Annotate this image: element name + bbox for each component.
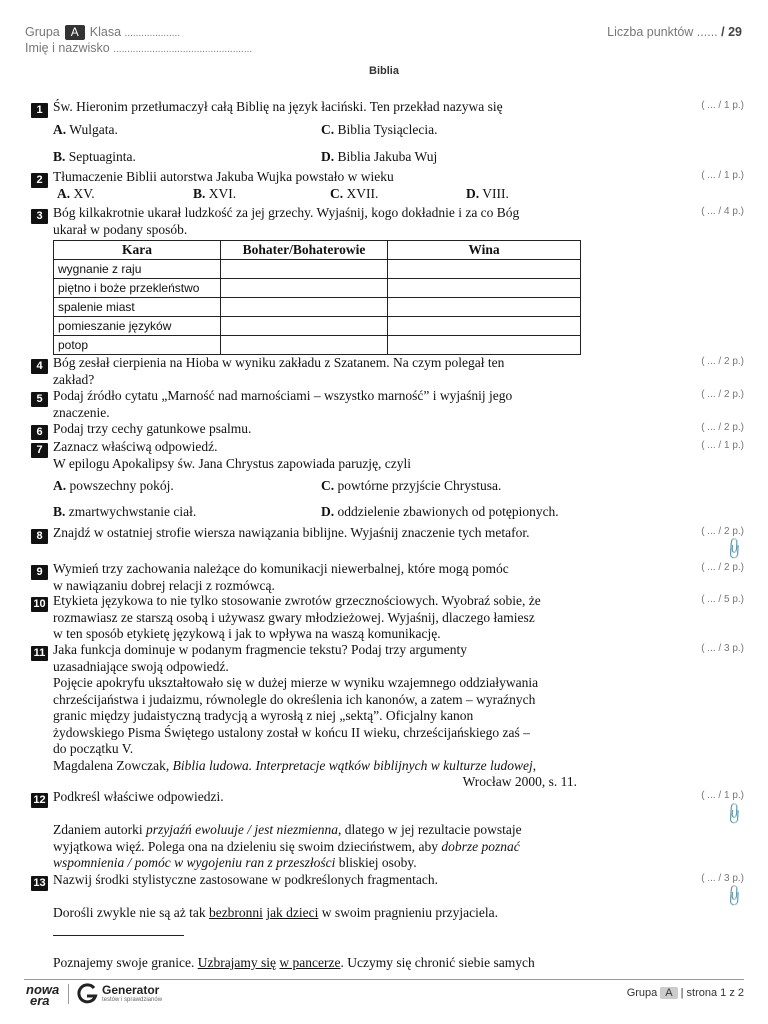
logo-divider (68, 984, 69, 1004)
question-number-6: 6 (31, 425, 48, 440)
choice-text[interactable]: dobrze poznać (441, 838, 520, 854)
question-2-text: Tłumaczenie Biblii autorstwa Jakuba Wujka powstało w wieku (53, 169, 394, 184)
group-line: Grupa A Klasa .................... (25, 25, 181, 39)
group-badge: A (660, 987, 677, 999)
question-1-points: ( ... / 1 p.) (701, 100, 744, 111)
question-10-points: ( ... / 5 p.) (701, 594, 744, 605)
question-11-points: ( ... / 3 p.) (701, 643, 744, 654)
nowa-era-logo: nowa era (26, 982, 60, 1008)
answer-cell[interactable] (388, 317, 581, 336)
q1-option-c[interactable]: C. Biblia Tysiąclecia. (321, 122, 438, 137)
question-8-points: ( ... / 2 p.) (701, 526, 744, 537)
question-7-points: ( ... / 1 p.) (701, 440, 744, 451)
answer-cell[interactable] (388, 279, 581, 298)
paperclip-icon[interactable]: 📎 (721, 801, 748, 827)
q3-table (53, 240, 581, 355)
answer-cell[interactable] (388, 336, 581, 355)
q13-sentence-2: Poznajemy swoje granice. Uzbrajamy się w pancerze. Uczymy się chronić siebie samych (53, 955, 535, 970)
table-row: pomieszanie języków (54, 317, 581, 336)
question-number-3: 3 (31, 209, 48, 224)
table-row: spalenie miast (54, 298, 581, 317)
q2-option-d[interactable]: D. VIII. (466, 186, 509, 201)
q13-sentence-1: Dorośli zwykle nie są aż tak bezbronni jak dzieci w swoim pragnieniu przyjaciela. (53, 905, 498, 920)
answer-cell[interactable] (388, 298, 581, 317)
question-5-points: ( ... / 2 p.) (701, 389, 744, 400)
answer-cell[interactable] (388, 260, 581, 279)
question-number-11: 11 (31, 646, 48, 661)
question-13-points: ( ... / 3 p.) (701, 873, 744, 884)
question-number-8: 8 (31, 529, 48, 544)
question-3-text: Bóg kilkakrotnie ukarał ludzkość za jej grzechy. Wyjaśnij, kogo dokładnie i za co Bóg ukarał w podany sposób. (53, 205, 520, 237)
question-4-points: ( ... / 2 p.) (701, 356, 744, 367)
q2-option-a[interactable]: A. XV. (57, 186, 95, 201)
question-12-text: Podkreśl właściwe odpowiedzi. (53, 789, 224, 804)
page-indicator: Grupa A | strona 1 z 2 (626, 987, 744, 999)
question-4-text: Bóg zesłał cierpienia na Hioba w wyniku zakładu z Szatanem. Na czym polegał ten zakład? (53, 355, 505, 387)
question-2-points: ( ... / 1 p.) (701, 170, 744, 181)
q1-option-b[interactable]: B. Septuaginta. (53, 149, 136, 164)
question-11-text: Jaka funkcja dominuje w podanym fragmencie tekstu? Podaj trzy argumenty uzasadniające swoją odpowiedź. (53, 642, 468, 674)
question-number-2: 2 (31, 173, 48, 188)
question-number-5: 5 (31, 392, 48, 407)
q12-passage: Zdaniem autorki przyjaźń ewoluuje / jest niezmienna, dlatego w jej rezultacie powstaje wyjątkowa więź. Polega ona na dzieleniu się swoim dzieciństwem, aby dobrze poznać wspomnienia / pomóc w wygojeniu ran z przeszłości bliskiej osoby. (53, 822, 522, 870)
q7-option-b[interactable]: B. zmartwychwstanie ciał. (53, 504, 197, 519)
q7-option-d[interactable]: D. oddzielenie zbawionych od potępionych. (321, 504, 559, 519)
q2-option-c[interactable]: C. XVII. (330, 186, 379, 201)
paperclip-icon[interactable]: 📎 (721, 883, 748, 909)
question-6-text: Podaj trzy cechy gatunkowe psalmu. (53, 421, 252, 436)
question-number-9: 9 (31, 565, 48, 580)
question-1-text: Św. Hieronim przetłumaczył całą Biblię na język łaciński. Ten przekład nazywa się (53, 99, 503, 114)
answer-cell[interactable] (221, 317, 388, 336)
question-number-4: 4 (31, 359, 48, 374)
question-10-text: Etykieta językowa to nie tylko stosowanie zwrotów grzecznościowych. Wyobraź sobie, że rozmawiasz ze starszą osobą i używasz gwary młodzieżowej. Wyjaśnij, dlaczego łamiesz w ten sposób etykietę językową i jak to wpływa na waszą komunikację. (53, 593, 541, 641)
paperclip-icon[interactable]: 📎 (721, 536, 748, 562)
table-row: piętno i boże przekleństwo (54, 279, 581, 298)
question-7-text: Zaznacz właściwą odpowiedź. W epilogu Apokalipsy św. Jana Chrystus zapowiada paruzję, czyli (53, 439, 412, 471)
question-12-points: ( ... / 1 p.) (701, 790, 744, 801)
name-line: Imię i nazwisko .................................................. (25, 41, 253, 55)
table-header: Bohater/Bohaterowie (221, 241, 388, 260)
question-9-text: Wymień trzy zachowania należące do komunikacji niewerbalnej, które mogą pomóc w nawiązaniu dobrej relacji z rozmówcą. (53, 561, 509, 593)
table-header: Wina (388, 241, 581, 260)
answer-cell[interactable] (221, 260, 388, 279)
footer-divider (24, 979, 744, 980)
choice-text[interactable]: przyjaźń ewoluuje / jest niezmienna (145, 822, 338, 837)
answer-cell[interactable] (221, 336, 388, 355)
q7-option-c[interactable]: C. powtórne przyjście Chrystusa. (321, 478, 502, 493)
points-total: Liczba punktów ...... / 29 (607, 25, 742, 39)
question-9-points: ( ... / 2 p.) (701, 562, 744, 573)
q1-option-d[interactable]: D. Biblia Jakuba Wuj (321, 149, 438, 164)
group-badge: A (65, 25, 85, 40)
question-number-1: 1 (31, 103, 48, 118)
question-3-points: ( ... / 4 p.) (701, 206, 744, 217)
answer-cell[interactable] (221, 279, 388, 298)
answer-cell[interactable] (221, 298, 388, 317)
table-header: Kara (54, 241, 221, 260)
answer-line[interactable] (53, 935, 184, 936)
question-13-text: Nazwij środki stylistyczne zastosowane w podkreślonych fragmentach. (53, 872, 439, 887)
question-5-text: Podaj źródło cytatu „Marność nad marnościami – wszystko marność” i wyjaśnij jego znaczenie. (53, 388, 513, 420)
q1-option-a[interactable]: A. Wulgata. (53, 122, 118, 137)
q11-source-text: Pojęcie apokryfu ukształtowało się w dużej mierze w wyniku wzajemnego oddziaływania chrześcijaństwa i judaizmu, równolegle do określenia ich kanonów, a zatem – wyraźnych granic między judaistyczną tradycją a wyrosłą z niej „sektą”. Oficjalny kanon żydowskiego Pisma Świętego ustalony został w końcu II wieku, chrześcijańskiego zaś – do początku V. Magdalena Zowczak, Biblia ludowa. Interpretacje wątków biblijnych w kulturze ludowej, Wrocław 2000, s. 11. (53, 675, 577, 789)
question-number-13: 13 (31, 876, 48, 891)
question-6-points: ( ... / 2 p.) (701, 422, 744, 433)
page-title: Biblia (369, 65, 399, 77)
choice-text[interactable]: wspomnienia / pomóc w wygojeniu ran z przeszłości (53, 855, 336, 870)
question-number-10: 10 (31, 597, 48, 612)
q7-option-a[interactable]: A. powszechny pokój. (53, 478, 174, 493)
question-8-text: Znajdź w ostatniej strofie wiersza nawiązania biblijne. Wyjaśnij znaczenie tych metafor. (53, 525, 530, 540)
question-number-12: 12 (31, 793, 48, 808)
question-number-7: 7 (31, 443, 48, 458)
table-row: wygnanie z raju (54, 260, 581, 279)
q2-option-b[interactable]: B. XVI. (193, 186, 237, 201)
table-row: potop (54, 336, 581, 355)
generator-g-icon (76, 983, 98, 1005)
